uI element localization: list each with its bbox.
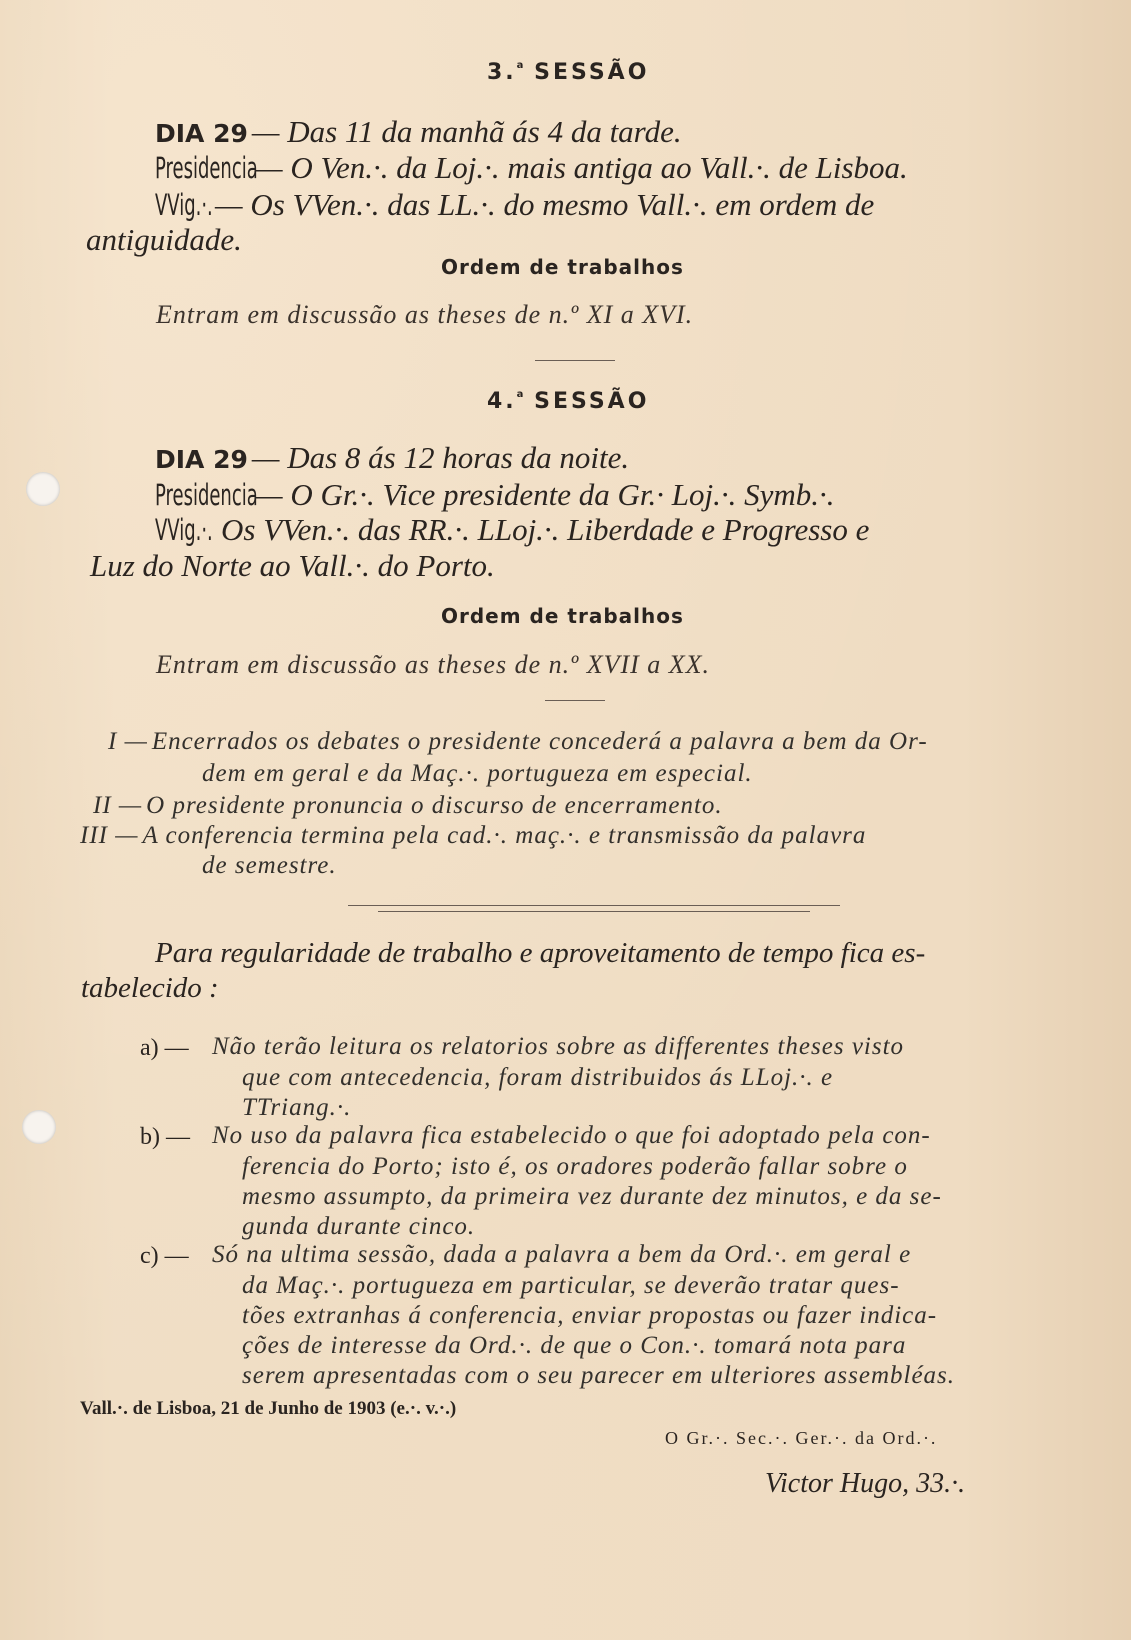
closing-item-3 bbox=[80, 822, 866, 850]
punch-hole-bottom bbox=[22, 1110, 56, 1144]
session-4-presidencia-text: — O Gr.·. Vice presidente da Gr.· Loj.·. Symb.·. bbox=[255, 477, 835, 512]
rule-item-b-line-2: ferencia do Porto; isto é, os oradores poderão fallar sobre o bbox=[242, 1153, 908, 1180]
session-3-number: 3. bbox=[487, 60, 517, 85]
rule-item-c-line-4: ções de interesse da Ord.·. de que o Con.·. tomará nota para bbox=[242, 1332, 907, 1359]
session-3-presidencia-text: — O Ven.·. da Loj.·. mais antiga ao Vall.·. de Lisboa. bbox=[255, 150, 908, 185]
session-4-day-line bbox=[155, 440, 629, 476]
session-4-day: DIA 29 bbox=[155, 445, 248, 474]
session-3-vigilantes-continued: antiguidade. bbox=[86, 222, 242, 257]
rule-item-c-line-3: tões extranhas á conferencia, enviar propostas ou fazer indica- bbox=[242, 1302, 938, 1329]
session-4-presidencia-line bbox=[155, 477, 834, 513]
rule-item-b-line-4: gunda durante cinco. bbox=[242, 1213, 476, 1240]
session-4-vigilantes-line bbox=[155, 512, 869, 548]
session-4-vigilantes-label: VVig.·. bbox=[155, 513, 213, 547]
session-3-ordem-heading: Ordem de trabalhos bbox=[441, 255, 684, 279]
session-3-time: — Das 11 da manhã ás 4 da tarde. bbox=[251, 114, 682, 149]
divider-long-bottom bbox=[378, 911, 810, 912]
session-3-presidencia-label: Presidencia bbox=[155, 151, 258, 185]
footer-office: O Gr.·. Sec.·. Ger.·. da Ord.·. bbox=[665, 1428, 938, 1448]
footer-signature: Victor Hugo, 33.·. bbox=[765, 1468, 966, 1499]
rule-item-a-label: a) — bbox=[140, 1035, 189, 1061]
session-3-presidencia-line bbox=[155, 150, 908, 186]
punch-hole-top bbox=[26, 472, 60, 506]
session-4-vigilantes-continued: Luz do Norte ao Vall.·. do Porto. bbox=[90, 548, 495, 583]
session-3-day: DIA 29 bbox=[155, 119, 248, 148]
session-3-vigilantes-label: VVig.·. bbox=[155, 188, 213, 222]
session-3-word: SESSÃO bbox=[534, 60, 650, 85]
session-3-ordinal: a bbox=[516, 60, 524, 71]
session-4-presidencia-label: Presidencia bbox=[155, 478, 258, 512]
session-4-ordinal: a bbox=[516, 389, 524, 400]
divider-short-1 bbox=[535, 360, 615, 361]
session-4-word: SESSÃO bbox=[534, 389, 650, 414]
rule-item-a-line-3: TTriang.·. bbox=[242, 1094, 352, 1121]
session-4-heading bbox=[487, 389, 649, 414]
session-3-heading bbox=[487, 60, 649, 85]
closing-item-1 bbox=[108, 728, 928, 756]
session-4-work-text: Entram em discussão as theses de n.º XVII a XX. bbox=[156, 650, 711, 679]
rule-item-c-line-5: serem apresentadas com o seu parecer em ulteriores assembléas. bbox=[242, 1362, 956, 1389]
session-3-vigilantes-text: — Os VVen.·. das LL.·. do mesmo Vall.·. em ordem de bbox=[215, 187, 875, 222]
rule-item-b-line-3: mesmo assumpto, da primeira vez durante dez minutos, e da se- bbox=[242, 1183, 942, 1210]
session-3-day-line bbox=[155, 114, 682, 150]
closing-item-1-line-1: Encerrados os debates o presidente concederá a palavra a bem da Or- bbox=[151, 728, 928, 755]
session-3-work-text: Entram em discussão as theses de n.º XI a XVI. bbox=[156, 300, 694, 329]
regularidade-line-2: tabelecido : bbox=[81, 972, 219, 1004]
session-4-ordem-heading: Ordem de trabalhos bbox=[441, 604, 684, 628]
session-4-number: 4. bbox=[487, 389, 517, 414]
session-4-vigilantes-text: Os VVen.·. das RR.·. LLoj.·. Liberdade e Progresso e bbox=[221, 512, 870, 547]
closing-item-3-label: III — bbox=[80, 822, 139, 849]
closing-item-3-line-1: A conferencia termina pela cad.·. maç.·. e transmissão da palavra bbox=[142, 822, 867, 849]
rule-item-c-line-1: Só na ultima sessão, dada a palavra a bem da Ord.·. em geral e bbox=[212, 1241, 912, 1268]
closing-item-2 bbox=[93, 792, 723, 820]
rule-item-c-label: c) — bbox=[140, 1243, 189, 1269]
rule-item-b-label: b) — bbox=[140, 1124, 190, 1150]
footer-place-date: Vall.·. de Lisboa, 21 de Junho de 1903 (e.·. v.·.) bbox=[80, 1398, 457, 1419]
regularidade-line-1: Para regularidade de trabalho e aproveitamento de tempo fica es- bbox=[155, 937, 926, 969]
session-4-time: — Das 8 ás 12 horas da noite. bbox=[251, 440, 630, 475]
divider-long-top bbox=[348, 905, 840, 906]
closing-item-1-label: I — bbox=[108, 728, 148, 755]
closing-item-3-line-2: de semestre. bbox=[202, 852, 337, 879]
closing-item-2-label: II — bbox=[93, 792, 143, 819]
closing-item-2-line-1: O presidente pronuncia o discurso de encerramento. bbox=[146, 792, 723, 819]
rule-item-a-line-2: que com antecedencia, foram distribuidos ás LLoj.·. e bbox=[242, 1064, 834, 1091]
session-3-vigilantes-line bbox=[155, 187, 874, 223]
rule-item-a-line-1: Não terão leitura os relatorios sobre as differentes theses visto bbox=[212, 1033, 905, 1060]
closing-item-1-line-2: dem em geral e da Maç.·. portugueza em especial. bbox=[202, 760, 753, 787]
rule-item-c-line-2: da Maç.·. portugueza em particular, se deverão tratar ques- bbox=[242, 1272, 900, 1299]
rule-item-b-line-1: No uso da palavra fica estabelecido o que foi adoptado pela con- bbox=[212, 1122, 931, 1149]
divider-short-2 bbox=[545, 700, 605, 701]
